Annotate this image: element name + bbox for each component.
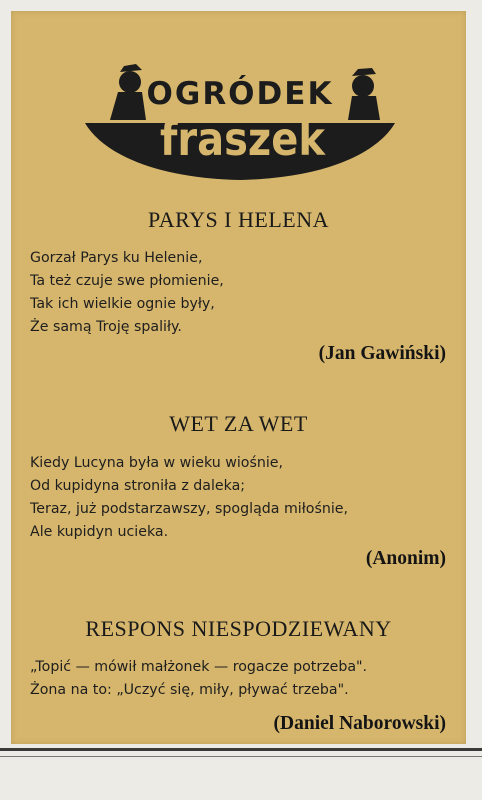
page-divider xyxy=(0,748,482,751)
poem-line: Teraz, już podstarzawszy, spogląda miłośnie, xyxy=(30,501,349,517)
brand-title-bottom: fraszek xyxy=(160,113,325,167)
poem-author: (Jan Gawiński) xyxy=(318,343,446,364)
poem-line: Ale kupidyn ucieka. xyxy=(30,524,169,540)
poem-line: Żona na to: „Uczyć się, miły, pływać trzeba". xyxy=(30,682,349,698)
poem-title: RESPONS NIESPODZIEWANY xyxy=(85,616,392,641)
poem-line: Kiedy Lucyna była w wieku wiośnie, xyxy=(30,455,284,471)
column-header-logo xyxy=(80,60,400,185)
page-divider-thin xyxy=(0,756,482,757)
poem-author: (Anonim) xyxy=(365,548,446,569)
poem-body xyxy=(30,247,450,339)
poem-author: (Daniel Naborowski) xyxy=(273,713,446,734)
poem-title: PARYS I HELENA xyxy=(148,207,329,232)
poem-body xyxy=(30,452,450,544)
poem-line: Ta też czuje swe płomienie, xyxy=(30,273,224,289)
poem-line: Że samą Troję spaliły. xyxy=(30,319,182,335)
poem-line: Od kupidyna stroniła z daleka; xyxy=(30,478,246,494)
poem-line: Tak ich wielkie ognie były, xyxy=(30,296,215,312)
poem-line: Gorzał Parys ku Helenie, xyxy=(30,250,203,266)
poem-line: „Topić — mówił małżonek — rogacze potrzeba". xyxy=(30,659,368,675)
brand-title-top: OGRÓDEK xyxy=(146,76,334,112)
poem-body xyxy=(30,656,450,702)
poem-title: WET ZA WET xyxy=(169,411,308,436)
